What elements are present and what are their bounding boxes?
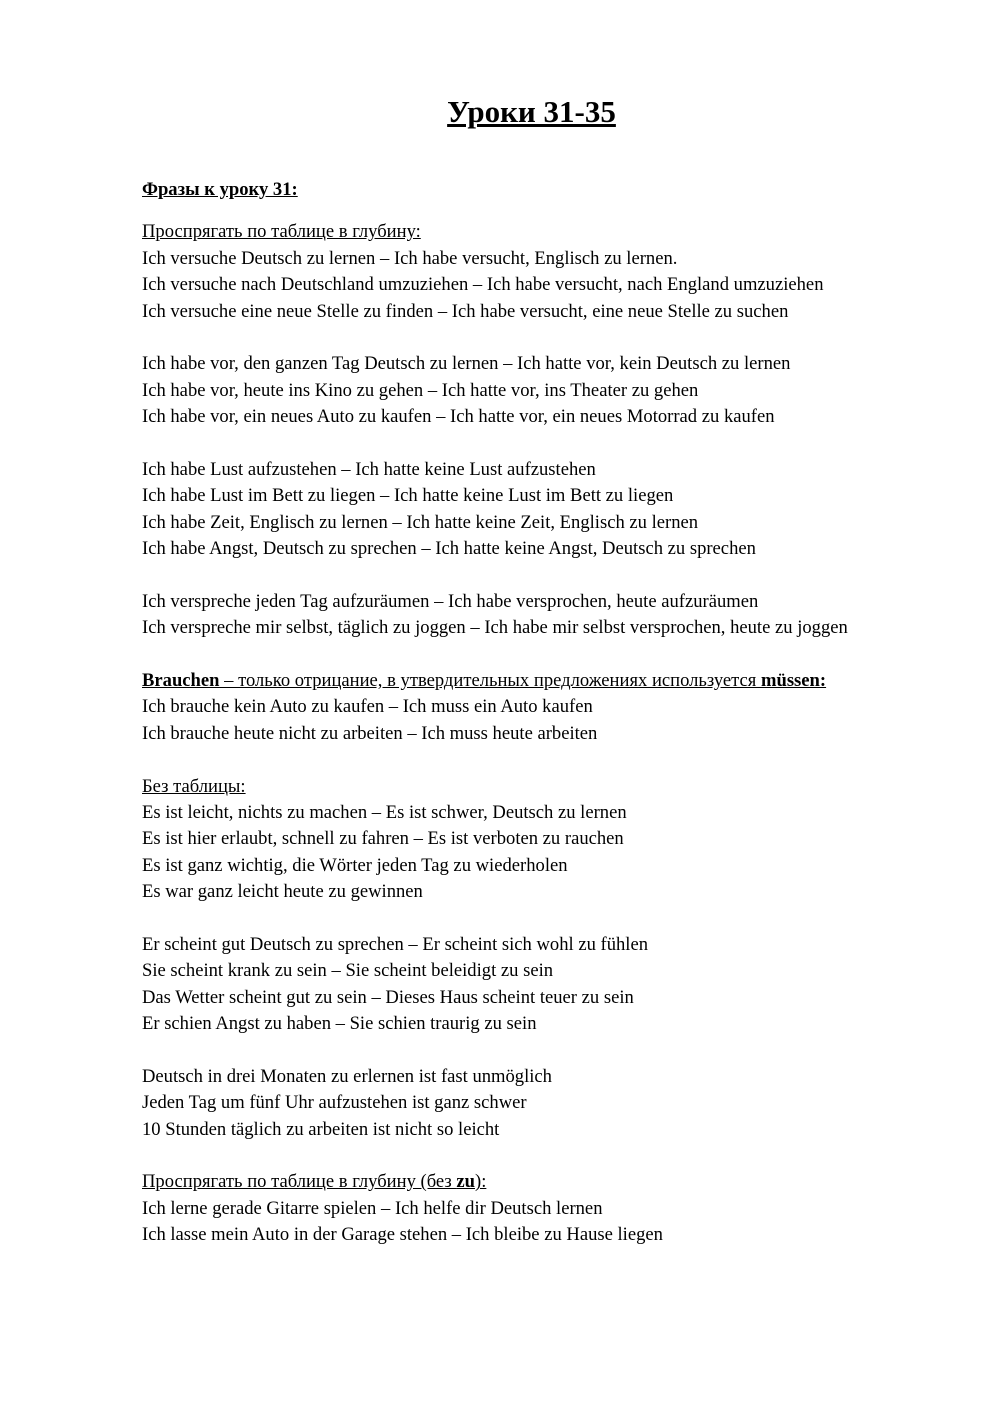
block-9-heading-close: ): <box>475 1171 487 1193</box>
phrase-line: Ich lerne gerade Gitarre spielen – Ich helfe dir Deutsch lernen <box>142 1197 603 1219</box>
page-title: Уроки 31-35 <box>447 94 616 129</box>
phrase-line: 10 Stunden täglich zu arbeiten ist nicht so leicht <box>142 1118 500 1140</box>
phrase-line: Jeden Tag um fünf Uhr aufzustehen ist ganz schwer <box>142 1092 527 1114</box>
phrase-line: Ich brauche kein Auto zu kaufen – Ich muss ein Auto kaufen <box>142 696 593 718</box>
phrase-line: Ich habe vor, ein neues Auto zu kaufen – Ich hatte vor, ein neues Motorrad zu kaufen <box>142 406 775 428</box>
block-9-heading-text: Проспрягать по таблице в глубину (без <box>142 1171 457 1193</box>
phrase-line: Es ist hier erlaubt, schnell zu fahren – Es ist verboten zu rauchen <box>142 828 624 850</box>
brauchen-rule-text: – только отрицание, в утвердительных предложениях используется <box>219 670 761 692</box>
phrase-line: Ich habe Angst, Deutsch zu sprechen – Ich hatte keine Angst, Deutsch zu sprechen <box>142 538 756 560</box>
phrase-line: Das Wetter scheint gut zu sein – Dieses Haus scheint teuer zu sein <box>142 986 634 1008</box>
phrase-line: Ich habe Lust im Bett zu liegen – Ich hatte keine Lust im Bett zu liegen <box>142 485 674 507</box>
phrase-line: Ich habe Lust aufzustehen – Ich hatte keine Lust aufzustehen <box>142 458 596 480</box>
phrase-line: Es ist ganz wichtig, die Wörter jeden Tag zu wiederholen <box>142 854 568 876</box>
phrase-line: Ich verspreche jeden Tag aufzuräumen – Ich habe versprochen, heute aufzuräumen <box>142 590 759 612</box>
phrase-line: Sie scheint krank zu sein – Sie scheint beleidigt zu sein <box>142 960 554 982</box>
phrase-line: Ich habe vor, heute ins Kino zu gehen – Ich hatte vor, ins Theater zu gehen <box>142 379 699 401</box>
phrase-line: Es war ganz leicht heute zu gewinnen <box>142 881 423 903</box>
muessen-label: müssen: <box>760 670 827 692</box>
phrase-line: Er schien Angst zu haben – Sie schien traurig zu sein <box>142 1013 537 1035</box>
zu-label: zu <box>456 1171 475 1193</box>
phrase-line: Ich verspreche mir selbst, täglich zu joggen – Ich habe mir selbst versprochen, heute zu joggen <box>142 617 848 639</box>
phrase-line: Deutsch in drei Monaten zu erlernen ist fast unmöglich <box>142 1065 552 1087</box>
phrase-line: Ich versuche eine neue Stelle zu finden – Ich habe versucht, eine neue Stelle zu suchen <box>142 300 789 322</box>
phrase-line: Ich habe Zeit, Englisch zu lernen – Ich hatte keine Zeit, Englisch zu lernen <box>142 511 699 533</box>
phrase-line: Ich versuche nach Deutschland umzuziehen – Ich habe versucht, nach England umzuziehen <box>142 274 824 296</box>
brauchen-label: Brauchen <box>142 670 220 692</box>
phrase-line: Ich habe vor, den ganzen Tag Deutsch zu lernen – Ich hatte vor, kein Deutsch zu lernen <box>142 353 791 375</box>
block-1-heading: Проспрягать по таблице в глубину: <box>142 221 421 243</box>
phrase-line: Ich versuche Deutsch zu lernen – Ich habe versucht, Englisch zu lernen. <box>142 247 678 269</box>
block-6-heading: Без таблицы: <box>142 775 246 797</box>
phrase-line: Ich lasse mein Auto in der Garage stehen – Ich bleibe zu Hause liegen <box>142 1224 663 1246</box>
document-body <box>142 177 962 1249</box>
section-heading: Фразы к уроку 31: <box>142 179 298 200</box>
block-5-heading <box>142 668 962 694</box>
phrase-line: Es ist leicht, nichts zu machen – Es ist schwer, Deutsch zu lernen <box>142 801 627 823</box>
phrase-line: Er scheint gut Deutsch zu sprechen – Er scheint sich wohl zu fühlen <box>142 933 649 955</box>
phrase-line: Ich brauche heute nicht zu arbeiten – Ich muss heute arbeiten <box>142 722 598 744</box>
block-9-heading <box>142 1169 962 1195</box>
